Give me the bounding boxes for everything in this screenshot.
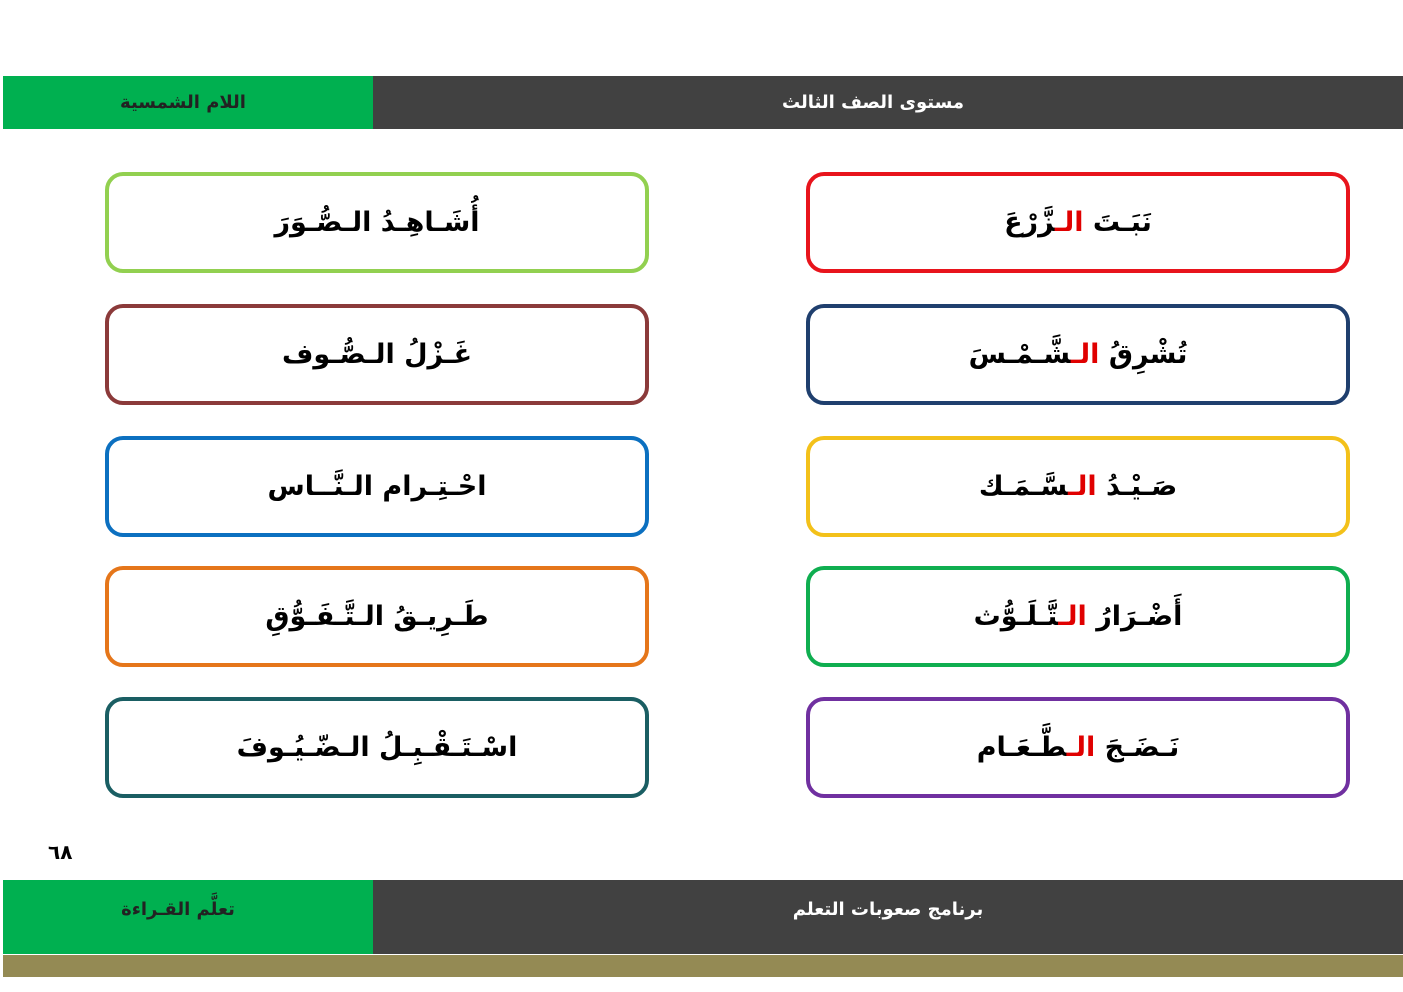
- card-text: أَضْـرَارُ الـتَّـلَـوُّث: [973, 601, 1183, 632]
- card-text: طَـرِيـقُ الـتَّـفَـوُّقِ: [265, 601, 489, 632]
- card-text: تُشْرِقُ الـشَّـمْـسَ: [968, 339, 1188, 370]
- sentence-card: [105, 172, 649, 273]
- lam-highlight: الـ: [1068, 471, 1097, 502]
- footer-bar: [3, 880, 1403, 954]
- card-text: صَـيْـدُ الـسَّـمَـك: [978, 471, 1178, 502]
- page-number: ٦٨: [48, 840, 73, 864]
- card-text: أُشَـاهِـدُ الـصُّـوَرَ: [274, 207, 480, 238]
- card-text: نَـضَـجَ الـطَّـعَـام: [976, 732, 1180, 763]
- header-level-section: [373, 76, 1403, 129]
- sentence-card: [105, 304, 649, 405]
- sentence-card: [806, 697, 1350, 798]
- footer-program-title: برنامج صعوبات التعلم: [792, 898, 984, 920]
- sentence-card: [806, 304, 1350, 405]
- card-text: اسْـتَـقْـبِـلُ الـضّـيُـوفَ: [236, 732, 518, 763]
- header-topic-section: [3, 76, 373, 129]
- footer-book-section: [3, 880, 373, 954]
- header-level-title: مستوى الصف الثالث: [781, 92, 965, 113]
- lam-highlight: الـ: [1070, 339, 1100, 370]
- sentence-card: [105, 566, 649, 667]
- footer-program-section: [373, 880, 1403, 954]
- lam-highlight: الـ: [1054, 207, 1084, 238]
- lam-highlight: الـ: [1058, 601, 1087, 632]
- sentence-card: [806, 436, 1350, 537]
- sentence-card: [105, 697, 649, 798]
- card-text: نَبَـتَ الـزَّرْعَ: [1004, 207, 1152, 238]
- footer-strip: [3, 955, 1403, 977]
- footer-book-title: تعلَّم القـراءة: [121, 898, 235, 920]
- header-topic-title: اللام الشمسية: [120, 92, 246, 113]
- sentence-card: [105, 436, 649, 537]
- card-text: احْـتِـرام الـنَّــاس: [267, 471, 487, 502]
- lam-highlight: الـ: [1066, 732, 1096, 763]
- card-text: غَـزْلُ الـصُّـوف: [281, 339, 473, 370]
- sentence-card: [806, 566, 1350, 667]
- sentence-card: [806, 172, 1350, 273]
- header-bar: [3, 76, 1403, 129]
